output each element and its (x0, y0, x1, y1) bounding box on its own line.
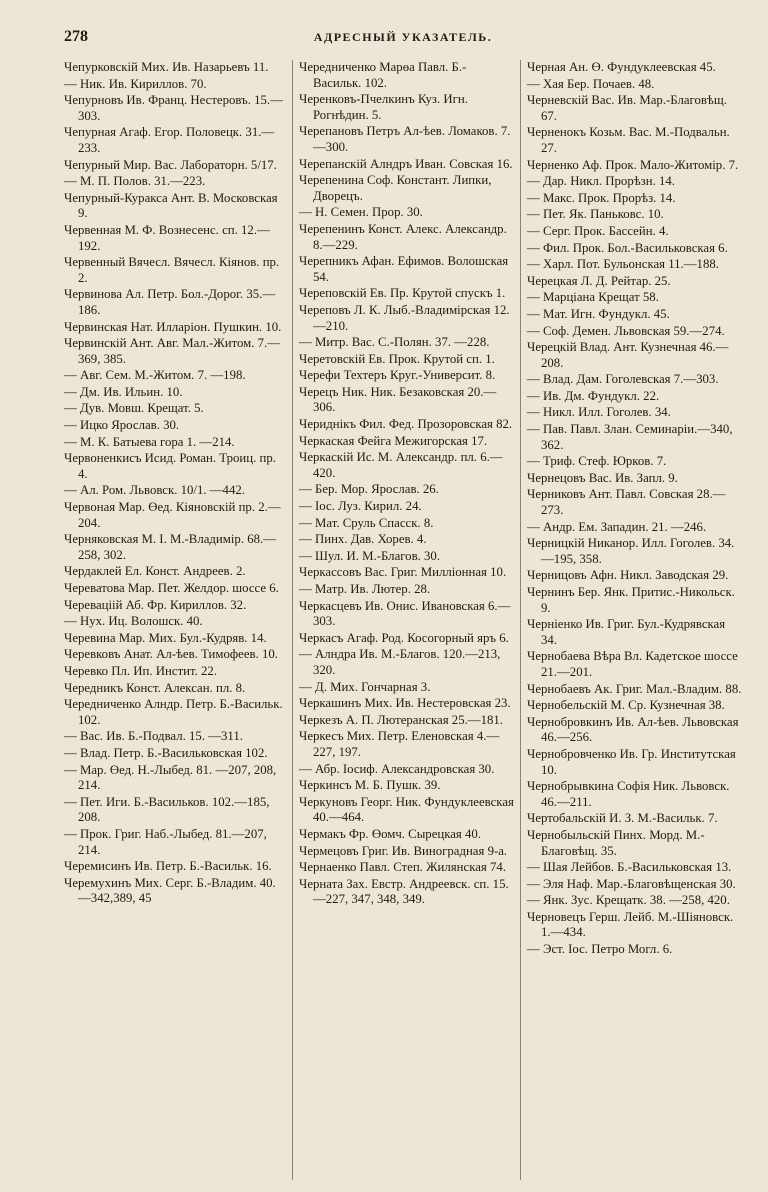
directory-entry: Чернецовъ Вас. Ив. Запл. 9. (527, 470, 678, 485)
directory-entry: — Митр. Вас. С.-Полян. 37. —228. (299, 335, 490, 350)
directory-entry: Черепенинъ Конст. Алекс. Александр. 8.—229. (299, 221, 507, 252)
directory-entry: Черненко Аф. Прок. Мало-Житомір. 7. (527, 157, 739, 172)
directory-entry: — Авг. Сем. М.-Житом. 7. —198. (64, 368, 246, 383)
directory-entry: Червоненкисъ Исид. Роман. Троиц. пр. 4. (64, 451, 276, 481)
running-title: АДРЕСНЫЙ УКАЗАТЕЛЬ. (313, 30, 493, 44)
directory-entry: — Абр. Іосиф. Александровская 30. (299, 761, 495, 776)
directory-entry: — Нух. Иц. Волошск. 40. (64, 614, 203, 629)
directory-entry: Червинова Ал. Петр. Бол.-Дорог. 35.—186. (64, 287, 276, 317)
directory-entry: — Матр. Ив. Лютер. 28. (299, 582, 431, 596)
directory-entry: Чермакъ Фр. Өомч. Сырецкая 40. (299, 826, 482, 841)
directory-entry: — Дар. Никл. Прорѣзн. 14. (527, 174, 675, 189)
directory-entry: Чердаклей Ел. Конст. Андреев. 2. (64, 564, 246, 579)
directory-entry: Черкаская Фейга Межигорская 17. (299, 433, 488, 448)
directory-entry: Черевко Пл. Ип. Инстит. 22. (64, 663, 218, 678)
directory-entry: Черевина Мар. Мих. Бул.-Кудряв. 14. (64, 630, 267, 645)
directory-entry: Чепурная Агаф. Егор. Половецк. 31.—233. (64, 125, 275, 155)
directory-entry: Черенковъ-Пчелкинъ Куз. Игн. Рогнѣдин. 5. (299, 92, 468, 122)
directory-entry: Червенный Вячесл. Вячесл. Кіянов. пр. 2. (64, 255, 280, 285)
directory-entry: — Прок. Григ. Наб.-Лыбед. 81.—207, 214. (64, 826, 267, 857)
directory-entry: Черкасъ Агаф. Род. Косогорный яръ 6. (299, 630, 509, 645)
directory-entry: Черната Зах. Евстр. Андреевск. сп. 15.—227, 347, 348, 349. (299, 876, 509, 907)
directory-entry: — Серг. Прок. Бассейн. 4. (527, 223, 669, 238)
directory-entry: Черненокъ Козьм. Вас. М.-Подвальн. 27. (527, 125, 730, 155)
directory-entry: — Бер. Мор. Ярослав. 26. (299, 482, 439, 497)
directory-entry: Чернаенко Павл. Степ. Жилянская 74. (299, 860, 506, 875)
directory-entry: Червенная М. Ф. Вознесенс. сп. 12.—192. (64, 222, 270, 253)
directory-entry: Черецъ Ник. Ник. Безаковская 20.—306. (299, 384, 497, 415)
directory-entry: Чернобыльскій Пинх. Морд. М.-Благовѣщ. 35. (527, 827, 705, 858)
directory-entry: Чепурковскій Мих. Ив. Назарьевъ 11. (64, 60, 269, 74)
directory-entry: Черная Ан. Ө. Фундуклеевская 45. (527, 60, 716, 74)
directory-entry: — Шул. И. М.-Благов. 30. (299, 548, 441, 563)
directory-entry: Чернобаевъ Ак. Григ. Мал.-Владим. 88. (527, 681, 742, 696)
directory-entry: Черкесъ Мих. Петр. Еленовская 4.—227, 197. (299, 729, 500, 759)
directory-entry: Черецкій Влад. Ант. Кузнечная 46.—208. (527, 340, 729, 370)
directory-entry: Чернобрывкина Софія Ник. Львовск. 46.—211. (527, 779, 730, 809)
directory-entry: Чериднікъ Фил. Фед. Прозоровская 82. (299, 417, 513, 432)
directory-entry: — Д. Мих. Гончарная 3. (299, 679, 431, 694)
directory-entry: Черневскій Вас. Ив. Мар.-Благовѣщ. 67. (527, 93, 727, 123)
directory-entry: — Шая Лейбов. Б.-Васильковская 13. (527, 860, 732, 875)
directory-entry: Черкаскій Ис. М. Александр. пл. 6.—420. (299, 450, 503, 480)
directory-entry: Червоная Мар. Өед. Кіяновскій пр. 2.—204. (64, 500, 281, 530)
directory-entry: Червинская Нат. Илларіон. Пушкин. 10. (64, 319, 282, 334)
directory-entry: Черкинсъ М. Б. Пушк. 39. (299, 778, 441, 793)
directory-entry: — Мат. Сруль Спасск. 8. (299, 515, 434, 530)
directory-entry: — Эст. Іос. Петро Могл. 6. (527, 942, 673, 957)
directory-entry: — Андр. Ем. Западин. 21. —246. (527, 519, 707, 534)
directory-entry: Череваціій Аб. Фр. Кириллов. 32. (64, 597, 247, 612)
directory-entry: Черницовъ Афн. Никл. Заводская 29. (527, 568, 729, 583)
directory-entry: Черепникъ Афан. Ефимов. Волошская 54. (299, 254, 509, 284)
directory-entry: Черкуновъ Георг. Ник. Фундуклеевская 40.—464. (299, 794, 514, 825)
directory-entry: Черепенина Соф. Констант. Липки, Дворецъ. (299, 173, 492, 203)
directory-entry: — Фил. Прок. Бол.-Васильковская 6. (527, 240, 728, 255)
directory-entry: — Эля Наф. Мар.-Благовѣщенская 30. (527, 876, 736, 891)
directory-entry: Чернобельскій М. Ср. Кузнечная 38. (527, 698, 725, 713)
column-1 (64, 60, 286, 1180)
directory-entry: — Дм. Ив. Ильин. 10. (64, 384, 183, 399)
directory-entry: Чередниченко Алндр. Петр. Б.-Васильк. 102. (64, 697, 283, 727)
directory-entry: Чепурновъ Ив. Франц. Нестеровъ. 15.—303. (64, 93, 283, 123)
directory-entry: — Никл. Илл. Гоголев. 34. (527, 405, 671, 420)
directory-entry: Череповскій Ев. Пр. Крутой спускъ 1. (299, 286, 506, 301)
directory-entry: Чепурный-Куракса Ант. В. Московская 9. (64, 190, 278, 221)
directory-entry: Черемисинъ Ив. Петр. Б.-Васильк. 16. (64, 859, 272, 874)
directory-entry: Черницкій Никанор. Илл. Гоголев. 34.—195, 358. (527, 536, 735, 566)
directory-entry: — Влад. Петр. Б.-Васильковская 102. (64, 745, 268, 760)
directory-entry: — Пав. Павл. Злан. Семинаріи.—340, 362. (527, 422, 733, 452)
directory-entry: Черепановъ Петръ Ал-ѣев. Ломаков. 7.—300. (299, 124, 511, 154)
directory-entry: Чернобровкинъ Ив. Ал-ѣев. Львовская 46.—256. (527, 714, 739, 745)
directory-entry: — Ицко Ярослав. 30. (64, 418, 180, 433)
directory-entry: — Ник. Ив. Кириллов. 70. (64, 76, 207, 91)
directory-entry: Чермецовъ Григ. Ив. Виноградная 9-а. (299, 843, 508, 858)
directory-entry: — Ал. Ром. Львовск. 10/1. —442. (64, 483, 245, 498)
directory-entry: — Мат. Игн. Фундукл. 45. (527, 306, 670, 321)
directory-entry: — Алндра Ив. М.-Благов. 120.—213, 320. (299, 647, 501, 677)
directory-entry: Черкассовъ Вас. Григ. Милліонная 10. (299, 565, 507, 580)
directory-entry: Чепурный Мир. Вас. Лабораторн. 5/17. (64, 157, 277, 172)
column-2 (292, 60, 514, 1180)
directory-entry: — Макс. Прок. Прорѣз. 14. (527, 190, 676, 205)
directory-entry: — Соф. Демен. Львовская 59.—274. (527, 323, 725, 338)
directory-entry: — Пинх. Дав. Хорев. 4. (299, 532, 427, 547)
directory-entry: Чередниченко Марөа Павл. Б.-Васильк. 102. (299, 60, 467, 90)
directory-entry: — Влад. Дам. Гоголевская 7.—303. (527, 372, 719, 387)
directory-entry: — Пет. Як. Паньковс. 10. (527, 207, 664, 222)
directory-entry: Черновецъ Герш. Лейб. М.-Шіяновск. 1.—434. (527, 909, 734, 940)
directory-entry: Черніенко Ив. Григ. Бул.-Кудрявская 34. (527, 617, 726, 647)
directory-entry: — Харл. Пот. Бульонская 11.—188. (527, 257, 719, 272)
directory-entry: — Ив. Дм. Фундукл. 22. (527, 388, 660, 403)
directory-entry: — Пет. Иги. Б.-Васильков. 102.—185, 208. (64, 794, 270, 825)
directory-entry: — Марціана Крещат 58. (527, 290, 659, 305)
directory-entry: — Триф. Стеф. Юрков. 7. (527, 454, 667, 469)
directory-entry: Черкашинъ Мих. Ив. Нестеровская 23. (299, 696, 511, 711)
directory-entry: Черняковская М. І. М.-Владимір. 68.—258, 302. (64, 532, 277, 562)
directory-entry: Чернобаева Вѣра Вл. Кадетское шоссе 21.—201. (527, 649, 738, 679)
directory-entry: Черкезъ А. П. Лютеранская 25.—181. (299, 712, 503, 727)
directory-entry: Черетовскій Ев. Прок. Крутой сп. 1. (299, 351, 495, 366)
directory-entry: Червинскій Ант. Авг. Мал.-Житом. 7.—369, 385. (64, 336, 281, 366)
directory-entry: — Дув. Мовш. Крещат. 5. (64, 401, 204, 416)
directory-entry: Черниковъ Ант. Павл. Совская 28.—273. (527, 487, 726, 518)
directory-entry: Чередникъ Конст. Алексан. пл. 8. (64, 680, 246, 695)
directory-entry: Черецкая Л. Д. Рейтар. 25. (527, 273, 671, 288)
directory-entry: — М. К. Батыева гора 1. —214. (64, 434, 235, 449)
page-header (64, 26, 742, 50)
directory-entry: — Мар. Өед. Н.-Лыбед. 81. —207, 208, 214. (64, 762, 277, 793)
directory-entry: Чертобальскій И. З. М.-Васильк. 7. (527, 811, 718, 826)
directory-entry: — Вас. Ив. Б.-Подвал. 15. —311. (64, 729, 243, 744)
directory-entry: — Янк. Зус. Крещатк. 38. —258, 420. (527, 893, 730, 908)
column-3 (520, 60, 742, 1180)
directory-entry: — Н. Семен. Прор. 30. (299, 205, 423, 220)
directory-entry: Чернобровченко Ив. Гр. Институтская 10. (527, 746, 736, 777)
directory-entry: Черемухинъ Мих. Серг. Б.-Владим. 40.—342,389, 45 (64, 875, 276, 906)
directory-entry: — Хая Бер. Почаев. 48. (527, 76, 655, 91)
directory-entry: Черевковъ Анат. Ал-ѣев. Тимофеев. 10. (64, 647, 278, 662)
directory-entry: — М. П. Полов. 31.—223. (64, 174, 206, 189)
directory-entry: — Іос. Луз. Кирил. 24. (299, 499, 422, 514)
directory-entry: Череватова Мар. Пет. Желдор. шоссе 6. (64, 581, 279, 595)
directory-entry: Чернинъ Бер. Янк. Притис.-Никольск. 9. (527, 585, 735, 615)
columns (64, 60, 742, 1180)
directory-entry: Череповъ Л. К. Лыб.-Владимірская 12.—210. (299, 302, 510, 333)
directory-entry: Черефи Техтеръ Круг.-Университ. 8. (299, 368, 496, 383)
directory-entry: Черепанскій Алндръ Иван. Совская 16. (299, 156, 513, 171)
page-number: 278 (64, 28, 88, 45)
directory-entry: Черкасцевъ Ив. Онис. Ивановская 6.—303. (299, 598, 511, 629)
